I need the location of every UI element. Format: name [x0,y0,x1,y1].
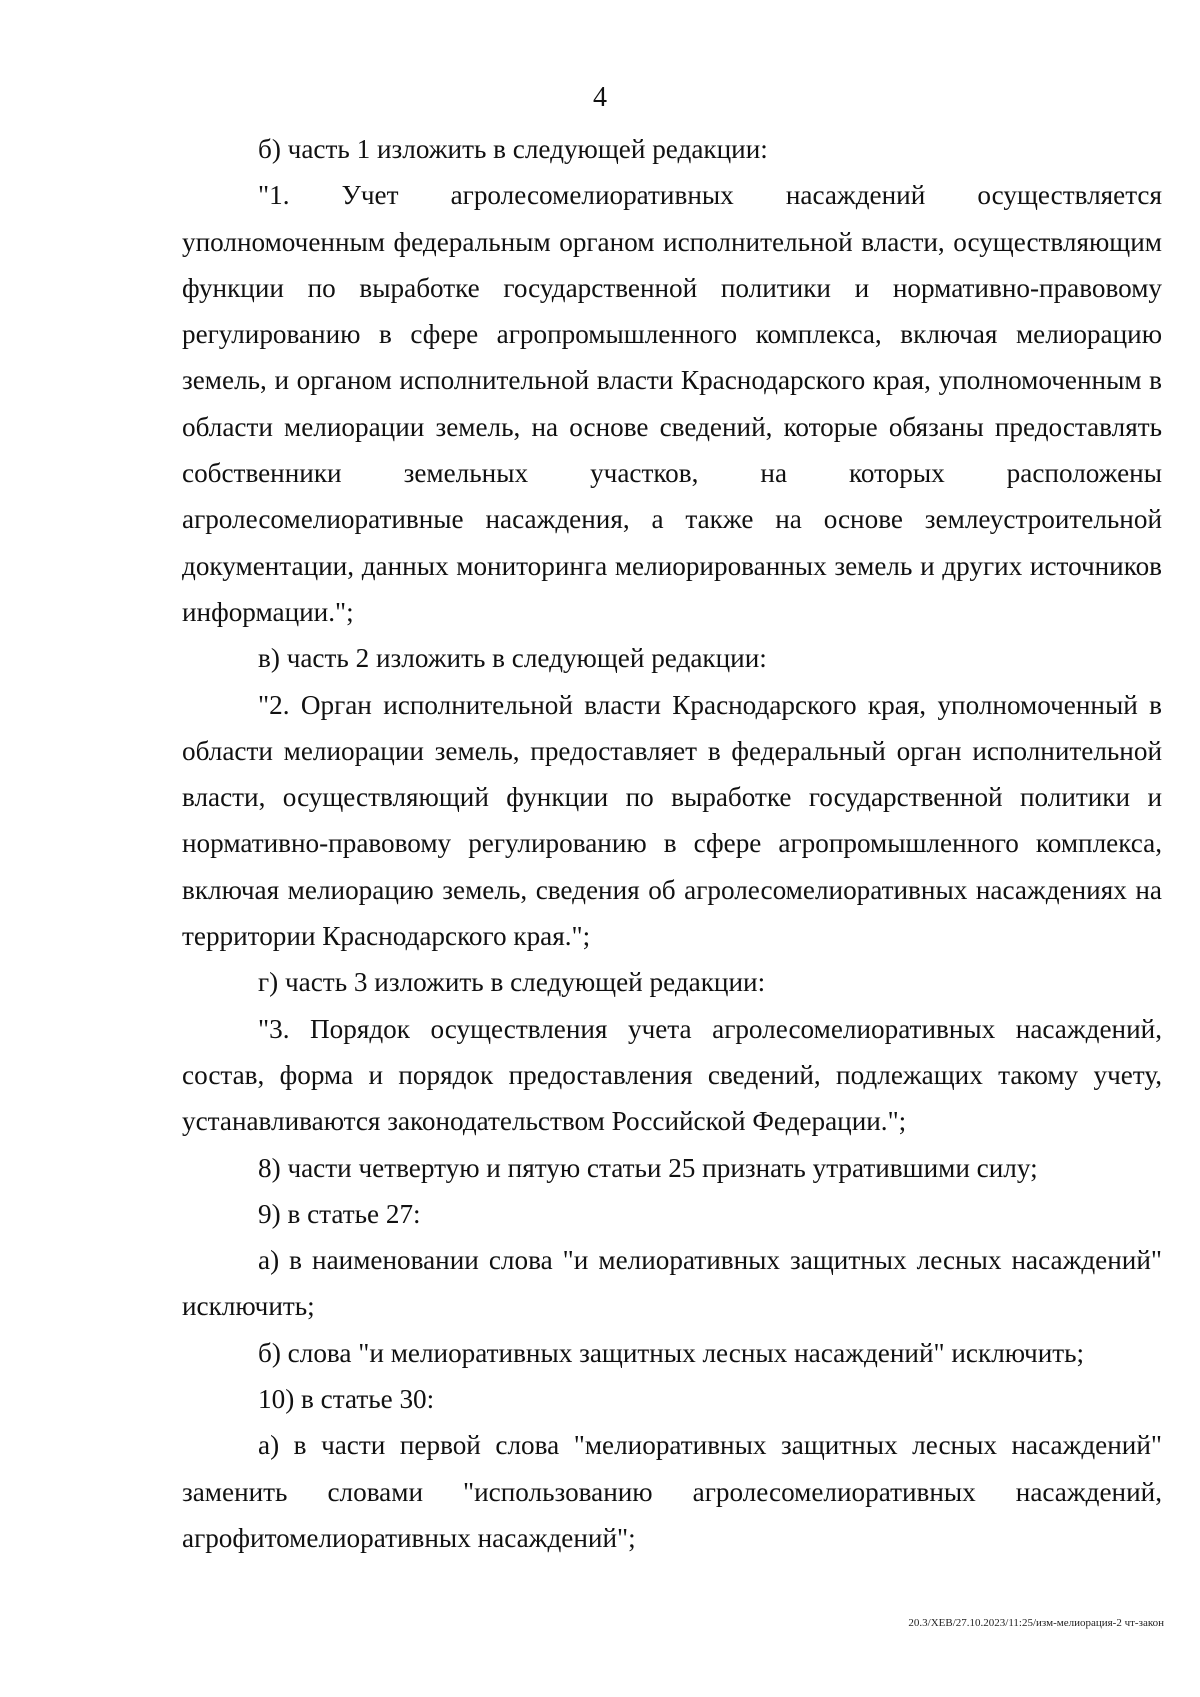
paragraph: "2. Орган исполнительной власти Краснодарского края, уполномоченный в области мелиорации земель, предоставляет в федеральный орган исполнительной власти, осуществляющий функции по выработке государственной политики и нормативно-правовому регулированию в сфере агропромышленного комплекса, включая мелиорацию земель, сведения об агролесомелиоративных насаждениях на территории Краснодарского края."; [182,689,1162,952]
paragraph: а) в наименовании слова "и мелиоративных защитных лесных насаждений" исключить; [182,1245,1162,1322]
paragraph: г) часть 3 изложить в следующей редакции: [258,967,766,998]
document-body [182,126,1162,1561]
footer-reference: 20.3/ХЕВ/27.10.2023/11:25/изм-мелиорация-2 чт-закон [908,1617,1164,1629]
paragraph: в) часть 2 изложить в следующей редакции: [258,643,767,674]
paragraph: а) в части первой слова "мелиоративных защитных лесных насаждений" заменить словами "использованию агролесомелиоративных насаждений, агрофитомелиоративных насаждений"; [182,1430,1162,1553]
paragraph: "1. Учет агролесомелиоративных насаждений осуществляется уполномоченным федеральным органом исполнительной власти, осуществляющим функции по выработке государственной политики и нормативно-правовому регулированию в сфере агропромышленного комплекса, включая мелиорацию земель, и органом исполнительной власти Краснодарского края, уполномоченным в области мелиорации земель, на основе сведений, которые обязаны предоставлять собственники земельных участков, на которых расположены агролесомелиоративные насаждения, а также на основе землеустроительной документации, данных мониторинга мелиорированных земель и других источников информации."; [182,180,1162,627]
paragraph: б) слова "и мелиоративных защитных лесных насаждений" исключить; [258,1337,1085,1368]
paragraph: 9) в статье 27: [258,1198,421,1229]
paragraph: "3. Порядок осуществления учета агролесомелиоративных насаждений, состав, форма и порядок предоставления сведений, подлежащих такому учету, устанавливаются законодательством Российской Федерации."; [182,1013,1162,1137]
paragraph: 8) части четвертую и пятую статьи 25 признать утратившими силу; [258,1152,1038,1183]
paragraph: б) часть 1 изложить в следующей редакции: [258,134,768,164]
paragraph: 10) в статье 30: [258,1384,435,1415]
page-number: 4 [593,82,607,113]
